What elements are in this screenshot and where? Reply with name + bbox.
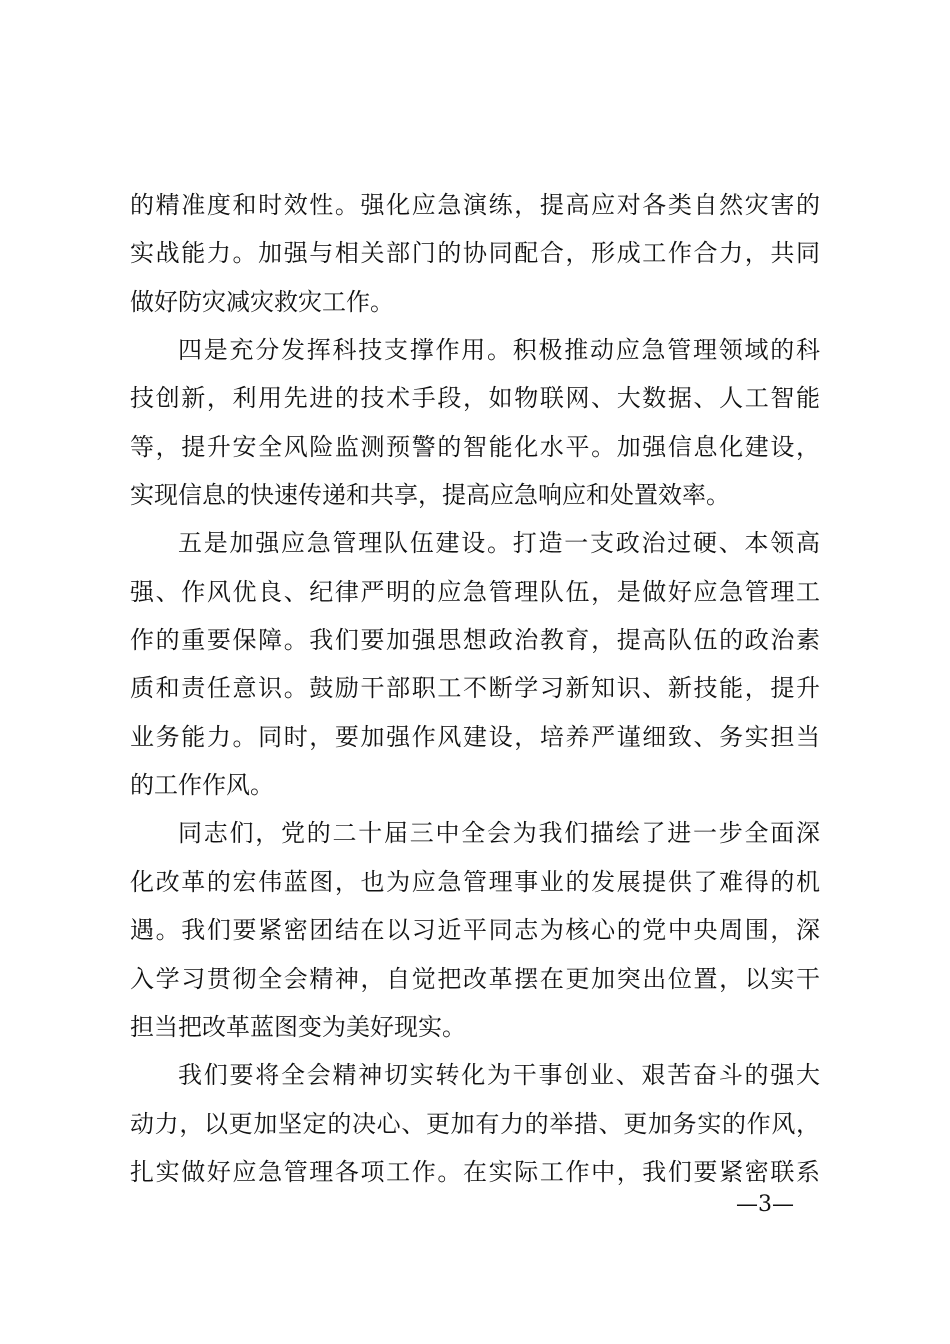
text-line: 同志们，党的二十届三中全会为我们描绘了进一步全面深 [178,819,820,848]
text-line: 四是充分发挥科技支撑作用。积极推动应急管理领域的科 [178,336,820,365]
text-line: 入学习贯彻全会精神，自觉把改革摆在更加突出位置，以实干 [130,964,820,993]
text-line: 遇。我们要紧密团结在以习近平同志为核心的党中央周围，深 [130,916,820,945]
text-line: 技创新，利用先进的技术手段，如物联网、大数据、人工智能 [130,384,820,413]
body-text [130,181,820,1196]
text-line: 实现信息的快速传递和共享，提高应急响应和处置效率。 [130,481,730,510]
text-line: 的工作作风。 [130,771,274,800]
page-number: —3— [736,1192,794,1217]
text-line: 质和责任意识。鼓励干部职工不断学习新知识、新技能，提升 [130,674,820,703]
text-line: 强、作风优良、纪律严明的应急管理队伍，是做好应急管理工 [130,577,820,606]
text-line: 扎实做好应急管理各项工作。在实际工作中，我们要紧密联系 [130,1157,820,1186]
text-line: 担当把改革蓝图变为美好现实。 [130,1012,466,1041]
text-line: 做好防灾减灾救灾工作。 [130,287,394,316]
text-line: 我们要将全会精神切实转化为干事创业、艰苦奋斗的强大 [178,1061,820,1090]
text-line: 作的重要保障。我们要加强思想政治教育，提高队伍的政治素 [130,626,820,655]
text-line: 动力，以更加坚定的决心、更加有力的举措、更加务实的作风， [130,1109,820,1138]
text-line: 的精准度和时效性。强化应急演练，提高应对各类自然灾害的 [130,191,820,219]
text-line: 五是加强应急管理队伍建设。打造一支政治过硬、本领高 [178,529,820,558]
text-line: 化改革的宏伟蓝图，也为应急管理事业的发展提供了难得的机 [130,867,820,896]
text-line: 等，提升安全风险监测预警的智能化水平。加强信息化建设， [130,432,820,461]
text-line: 业务能力。同时，要加强作风建设，培养严谨细致、务实担当 [130,722,820,751]
text-line: 实战能力。加强与相关部门的协同配合，形成工作合力，共同 [130,239,820,268]
